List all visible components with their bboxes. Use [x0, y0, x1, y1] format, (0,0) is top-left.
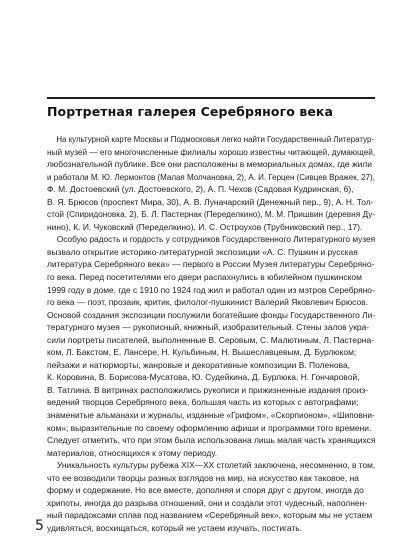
text-line: знаменитые альманахи и журналы, изданные «Грифом», «Скорпионом», «Шиповни- — [47, 410, 375, 421]
text-line: ный парадоксами сплав под названием «Серебряный век», которым мы не устаем — [47, 510, 373, 521]
text-line: удивляться, восхищаться, который не устаем изучать, постигать. — [47, 522, 303, 533]
paragraph-3 — [47, 459, 375, 534]
text-line: вызвало открытие историко-литературной экспозиции «А. С. Пушкин и русская — [47, 246, 358, 257]
paragraph-1 — [47, 133, 375, 233]
text-line: тературного музея — рукописный, книжный, изобразительный. Стены залов укра- — [47, 322, 370, 333]
text-line: литература Серебряного века» — первого в России Музея литературы Серебряно- — [47, 259, 375, 270]
text-line: любознательной публике. Все они расположены в мемориальных домах, где жили — [47, 159, 372, 170]
text-line: пейзажи и натюрморты, жанровые и декоративные композиции В. Поленова, — [47, 359, 351, 370]
body-text — [47, 133, 375, 535]
text-line: Ф. М. Достоевский (ул. Достоевского, 2), А. П. Чехов (Садовая Кудринская, 6), — [47, 184, 354, 195]
text-line: В. Я. Брюсов (проспект Мира, 30), А. В. Луначарский (Денежный пер., 9), А. Н. Тол- — [47, 196, 374, 207]
text-line: На культурной карте Москвы и Подмосковья легко найти Государственный Литератур- — [56, 134, 374, 144]
text-line: форму и содержание. Но все вместе, дополняя и споря друг с другом, иногда до — [47, 485, 364, 496]
paragraph-2 — [47, 233, 375, 459]
text-line: В. Татлина. В витринах расположились рукописи и прижизненные издания произ- — [47, 384, 369, 395]
text-line: Особую радость и гордость у сотрудников Государственного Литературного музея — [56, 234, 376, 245]
text-line: материалов, относящихся к этому периоду. — [47, 447, 218, 458]
text-line: го века. Перед посетителями его двери распахнулись в юбилейном пушкинском — [47, 272, 362, 283]
text-line: Следует отметить, что при этом была использована лишь малая часть хранящихся — [47, 435, 376, 446]
text-line: го века — поэт, прозаик, критик, филолог-пушкинист Валерий Яковлевич Брюсов. — [47, 297, 369, 308]
text-line: К. Коровина, В. Борисова-Мусатова, Ю. Судейкина, Д. Бурлюка, Н. Гончаровой, — [47, 372, 360, 383]
text-line: 1999 году в доме, где с 1910 по 1924 год жил и работал один из мэтров Серебряно- — [47, 284, 375, 295]
text-line: ный музей — его многочисленные филиалы хорошо известны читающей, думающей, — [47, 146, 376, 157]
text-line: сили портреты писателей, выполненные В. Серовым, С. Малютиным, Л. Пастерна- — [47, 334, 374, 345]
text-line: ведений творцов Серебряного века, большая часть из которых с автографами; — [47, 397, 359, 408]
text-line: стой (Спиридоновка, 2), Б. Л. Пастернак (Переделкино), М. М. Пришвин (деревня Ду- — [47, 209, 376, 220]
text-line: Уникальность культуры рубежа XIX—XX столетий заключена, несомненно, в том, — [56, 460, 376, 471]
text-line: и работали М. Ю. Лермонтов (Малая Молчановка, 2), А. И. Герцен (Сивцев Вражек, 27), — [47, 171, 375, 182]
text-line: нино), К. И. Чуковский (Переделкино), И. С. Остроухов (Трубниковский пер., 17). — [47, 221, 363, 232]
heading-rule — [47, 97, 375, 99]
text-line: хрипоты, иногда до разрыва отношений, они и создали этот чудесный, наполнен- — [47, 497, 368, 508]
text-line: что ее возводили творцы разных взглядов на мир, на искусство как таковое, на — [47, 472, 359, 483]
text-line: ком»; выразительные по своему оформлению афиши и программки того времени. — [47, 422, 372, 433]
text-line: ком, Л. Бакстом, Е. Лансере, Н. Кульбиным, Н. Вышеславцевым, Д. Бурлюком; — [47, 347, 357, 358]
page-number: 5 — [35, 518, 44, 534]
section-heading: Портретная галерея Серебряного века — [47, 104, 334, 119]
text-line: Основой создания экспозиции послужили богатейшие фонды Государственного Ли- — [47, 309, 376, 320]
